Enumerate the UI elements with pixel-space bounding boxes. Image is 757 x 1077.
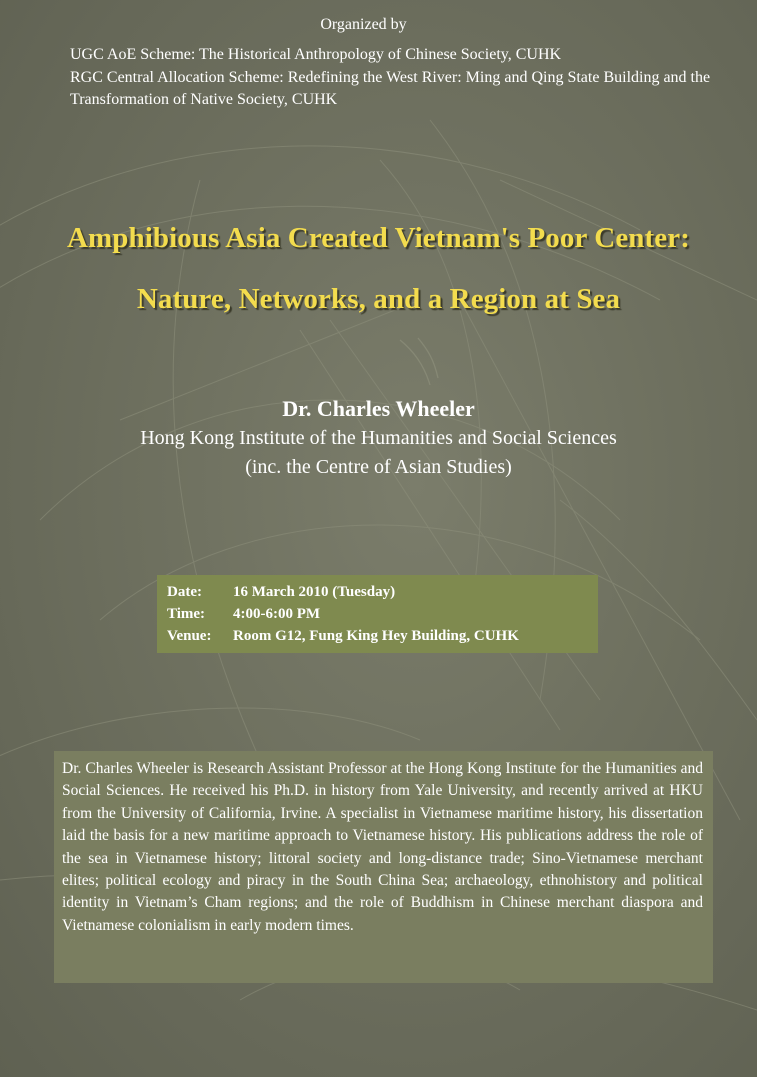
organizers-section bbox=[0, 14, 757, 111]
event-venue-row bbox=[167, 625, 598, 647]
time-label: Time: bbox=[167, 606, 206, 622]
event-date-row bbox=[167, 581, 598, 603]
speaker-name: Dr. Charles Wheeler bbox=[282, 396, 475, 421]
date-label: Date: bbox=[167, 584, 202, 600]
speaker-bio: Dr. Charles Wheeler is Research Assistant Professor at the Hong Kong Institute for the Humanities and Social Sciences. He received his Ph.D. in history from Yale University, and recently arrived at HKU from the University of California, Irvine. A specialist in Vietnamese maritime history, his dissertation laid the basis for a new maritime approach to Vietnamese history. His publications address the role of the sea in Vietnamese history; littoral society and long-distance trade; Sino-Vietnamese merchant elites; political ecology and piracy in the South China Sea; archaeology, ethnohistory and political identity in Vietnam’s Cham regions; and the role of Buddhism in Chinese merchant diaspora and Vietnamese colonialism in early modern times. bbox=[54, 751, 713, 983]
organizer-ugc: UGC AoE Scheme: The Historical Anthropology of Chinese Society, CUHK bbox=[70, 46, 562, 63]
organized-by-heading: Organized by bbox=[320, 16, 407, 33]
talk-title-line2: Nature, Networks, and a Region at Sea bbox=[136, 283, 621, 315]
event-details-box bbox=[157, 575, 598, 653]
time-value: 4:00-6:00 PM bbox=[233, 606, 321, 622]
organizer-rgc: RGC Central Allocation Scheme: Redefining the West River: Ming and Qing State Building and the Transformation of Native Society, CUHK bbox=[70, 69, 711, 108]
event-time-row bbox=[167, 603, 598, 625]
speaker-affiliation-note: (inc. the Centre of Asian Studies) bbox=[245, 456, 512, 478]
date-value: 16 March 2010 (Tuesday) bbox=[233, 584, 396, 600]
talk-title-line1: Amphibious Asia Created Vietnam's Poor Center: bbox=[67, 222, 690, 254]
venue-label: Venue: bbox=[167, 628, 212, 644]
speaker-affiliation: Hong Kong Institute of the Humanities and Social Sciences bbox=[140, 427, 617, 449]
venue-value: Room G12, Fung King Hey Building, CUHK bbox=[233, 628, 519, 644]
